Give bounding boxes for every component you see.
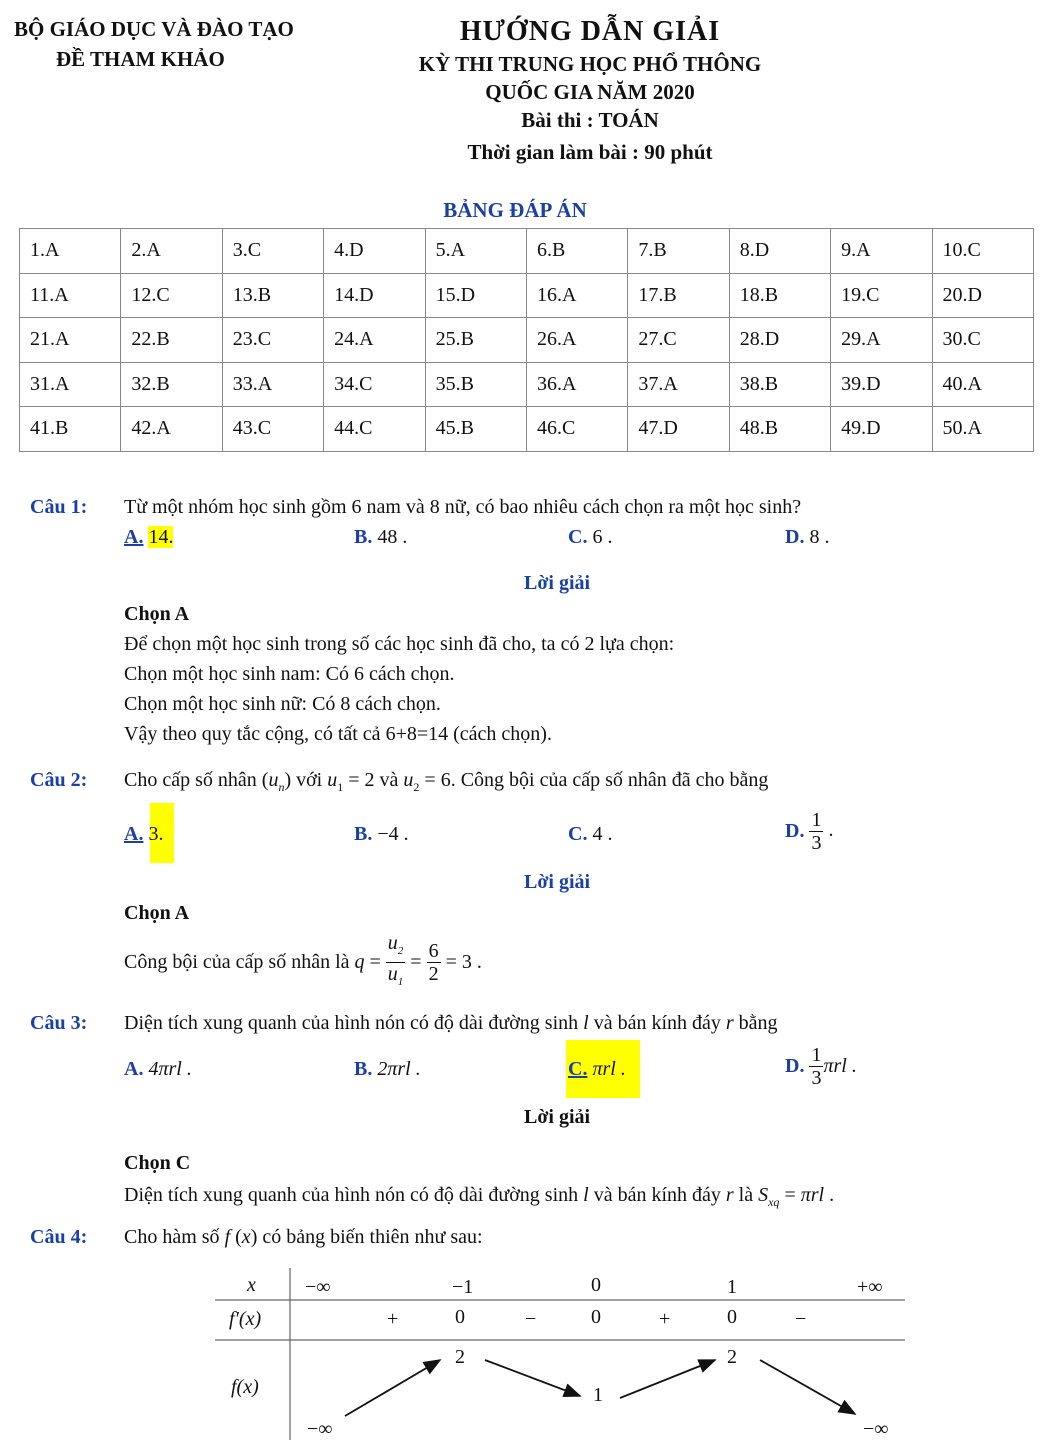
q3-solution-heading: Lời giải	[524, 1106, 591, 1128]
answer-cell: 44.C	[324, 407, 425, 452]
vt-sign: 0	[455, 1306, 465, 1328]
exam-name-1: KỲ THI TRUNG HỌC PHỔ THÔNG	[418, 52, 762, 76]
vt-f-value: 1	[593, 1384, 603, 1406]
q1-option-d: D. 8 .	[785, 526, 830, 548]
vt-f-value: −∞	[863, 1418, 889, 1440]
answer-cell: 34.C	[324, 362, 425, 407]
answer-cell: 24.A	[324, 318, 425, 363]
arrow-up-2	[620, 1360, 715, 1398]
answer-cell: 3.C	[222, 229, 323, 274]
answer-cell: 10.C	[932, 229, 1033, 274]
vt-x-value: 1	[727, 1276, 737, 1298]
answer-cell: 32.B	[121, 362, 222, 407]
answer-cell: 50.A	[932, 407, 1033, 452]
arrow-down-2	[760, 1360, 855, 1414]
answer-cell: 6.B	[526, 229, 627, 274]
header-right	[380, 14, 800, 166]
vt-fp-label: f′(x)	[229, 1308, 262, 1330]
answer-table-row	[20, 318, 1034, 363]
vt-x-value: 0	[591, 1274, 601, 1296]
answer-cell: 26.A	[526, 318, 627, 363]
answer-cell: 18.B	[729, 273, 830, 318]
vt-f-value: 2	[727, 1346, 737, 1368]
answer-cell: 15.D	[425, 273, 526, 318]
q3-text: Diện tích xung quanh của hình nón có độ dài đường sinh l và bán kính đáy r bằng	[124, 1012, 778, 1034]
duration: Thời gian làm bài : 90 phút	[467, 140, 713, 164]
answer-cell: 36.A	[526, 362, 627, 407]
answer-cell: 14.D	[324, 273, 425, 318]
answer-table-row	[20, 229, 1034, 274]
answer-cell: 42.A	[121, 407, 222, 452]
answer-table	[19, 228, 1034, 452]
q1-option-b: B. 48 .	[354, 526, 408, 548]
answer-cell: 29.A	[831, 318, 932, 363]
exam-name-2: QUỐC GIA NĂM 2020	[485, 80, 695, 104]
ministry-name: BỘ GIÁO DỤC VÀ ĐÀO TẠO	[14, 17, 294, 41]
answer-cell: 9.A	[831, 229, 932, 274]
answer-cell: 45.B	[425, 407, 526, 452]
vt-sign: −	[795, 1308, 807, 1330]
q1-choice: Chọn A	[124, 603, 190, 625]
subject: Bài thi : TOÁN	[521, 108, 659, 132]
vt-x-value: −∞	[305, 1276, 331, 1298]
vt-sign: +	[659, 1308, 671, 1330]
vt-x-label: x	[247, 1274, 256, 1296]
q3-option-c: C. πrl .	[568, 1058, 626, 1080]
vt-f-label: f(x)	[231, 1376, 259, 1398]
answer-cell: 46.C	[526, 407, 627, 452]
answer-cell: 35.B	[425, 362, 526, 407]
answer-cell: 22.B	[121, 318, 222, 363]
q1-explain-3: Chọn một học sinh nữ: Có 8 cách chọn.	[124, 693, 441, 715]
answer-cell: 40.A	[932, 362, 1033, 407]
answer-table-row	[20, 273, 1034, 318]
vt-sign: −	[525, 1308, 537, 1330]
q1-solution-heading: Lời giải	[524, 572, 591, 594]
answer-cell: 30.C	[932, 318, 1033, 363]
answer-cell: 31.A	[20, 362, 121, 407]
q3-choice: Chọn C	[124, 1152, 191, 1174]
answer-cell: 25.B	[425, 318, 526, 363]
answer-cell: 41.B	[20, 407, 121, 452]
arrow-up-1	[345, 1360, 440, 1416]
q2-solution-heading: Lời giải	[524, 871, 591, 893]
q2-option-c: C. 4 .	[568, 823, 613, 845]
q1-explain-2: Chọn một học sinh nam: Có 6 cách chọn.	[124, 663, 455, 685]
header-left	[14, 14, 294, 74]
q1-explain-1: Để chọn một học sinh trong số các học sinh đã cho, ta có 2 lựa chọn:	[124, 633, 675, 655]
answer-cell: 12.C	[121, 273, 222, 318]
q1-explain-4: Vậy theo quy tắc cộng, có tất cả 6+8=14 (cách chọn).	[124, 723, 552, 745]
q1-option-a: A. 14.	[124, 526, 174, 548]
answer-cell: 21.A	[20, 318, 121, 363]
answer-cell: 33.A	[222, 362, 323, 407]
vt-sign: +	[387, 1308, 399, 1330]
q3-option-b: B. 2πrl .	[354, 1058, 421, 1080]
answer-cell: 39.D	[831, 362, 932, 407]
variation-table	[215, 1268, 905, 1440]
answer-cell: 43.C	[222, 407, 323, 452]
vt-f-value: 2	[455, 1346, 465, 1368]
vt-x-value: +∞	[857, 1276, 883, 1298]
answer-cell: 16.A	[526, 273, 627, 318]
answer-cell: 17.B	[628, 273, 729, 318]
q1-text: Từ một nhóm học sinh gồm 6 nam và 8 nữ, có bao nhiêu cách chọn ra một học sinh?	[124, 496, 802, 518]
answer-cell: 2.A	[121, 229, 222, 274]
q2-option-a: A. 3.	[124, 823, 164, 845]
answer-cell: 11.A	[20, 273, 121, 318]
q1-option-c: C. 6 .	[568, 526, 613, 548]
q4-text: Cho hàm số f (x) có bảng biến thiên như sau:	[124, 1226, 483, 1248]
q4-label: Câu 4:	[30, 1226, 88, 1248]
answer-cell: 19.C	[831, 273, 932, 318]
answer-cell: 27.C	[628, 318, 729, 363]
q2-option-d: D. $\frac{1}{3}$ .	[785, 809, 834, 854]
q2-text: Cho cấp số nhân $(u_n)$ với $u_1 = 2$ và $u_2 = 6$. Công bội của cấp số nhân đã cho bằng	[124, 769, 769, 794]
q3-label: Câu 3:	[30, 1012, 88, 1034]
answer-table-row	[20, 407, 1034, 452]
answer-cell: 28.D	[729, 318, 830, 363]
answer-cell: 13.B	[222, 273, 323, 318]
page-title: HƯỚNG DẪN GIẢI	[459, 16, 721, 47]
q3-explain: Diện tích xung quanh của hình nón có độ dài đường sinh l và bán kính đáy r là $S_{xq} = \pi rl$ .	[124, 1184, 835, 1209]
q1-label: Câu 1:	[30, 496, 88, 518]
answer-cell: 20.D	[932, 273, 1033, 318]
arrow-down-1	[485, 1360, 580, 1396]
answer-cell: 4.D	[324, 229, 425, 274]
answer-table-row	[20, 362, 1034, 407]
answer-cell: 7.B	[628, 229, 729, 274]
vt-sign: 0	[727, 1306, 737, 1328]
q2-label: Câu 2:	[30, 769, 88, 791]
answer-cell: 37.A	[628, 362, 729, 407]
vt-sign: 0	[591, 1306, 601, 1328]
answer-cell: 48.B	[729, 407, 830, 452]
answer-cell: 1.A	[20, 229, 121, 274]
q2-choice: Chọn A	[124, 902, 190, 924]
vt-f-value: −∞	[307, 1418, 333, 1440]
q2-option-b: B. −4 .	[354, 823, 409, 845]
vt-x-value: −1	[452, 1276, 474, 1298]
q3-option-a: A. 4πrl .	[124, 1058, 192, 1080]
answer-cell: 5.A	[425, 229, 526, 274]
answer-cell: 47.D	[628, 407, 729, 452]
answer-cell: 23.C	[222, 318, 323, 363]
answer-table-title: BẢNG ĐÁP ÁN	[443, 198, 587, 222]
answer-cell: 38.B	[729, 362, 830, 407]
exam-type: ĐỀ THAM KHẢO	[56, 47, 225, 71]
q3-option-d: D. $\frac{1}{3}$ πrl .	[785, 1044, 857, 1089]
q2-explain: Công bội của cấp số nhân là q = $\frac{u_2}{u_1}$ = $\frac{6}{2}$ = 3 .	[124, 932, 482, 988]
answer-cell: 49.D	[831, 407, 932, 452]
answer-cell: 8.D	[729, 229, 830, 274]
